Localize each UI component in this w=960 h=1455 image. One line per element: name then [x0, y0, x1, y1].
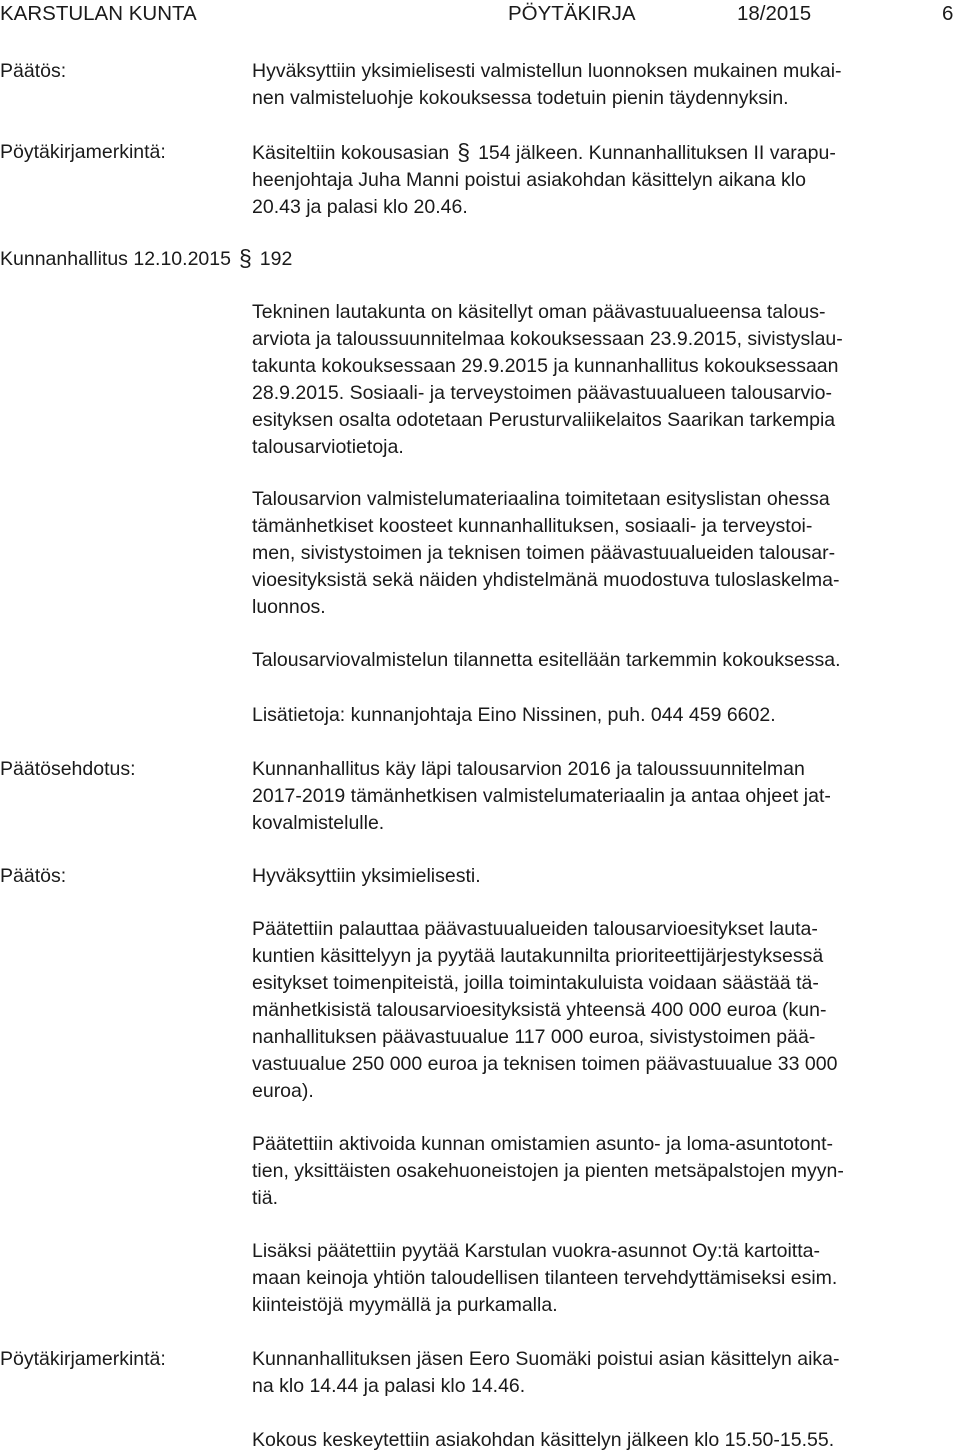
text-line: Hyväksyttiin yksimielisesti valmistellun luonnoksen mukainen mukai- [252, 60, 842, 82]
document-type: PÖYTÄKIRJA [508, 2, 636, 25]
text-line: tämänhetkiset koosteet kunnanhallituksen, sosiaali- ja terveystoi- [252, 515, 813, 537]
text-line: Lisäksi päätettiin pyytää Karstulan vuokra-asunnot Oy:tä kartoitta- [252, 1240, 820, 1262]
text-line: na klo 14.44 ja palasi klo 14.46. [252, 1375, 526, 1397]
paragraph [252, 1238, 958, 1319]
body-and-date: Kunnanhallitus 12.10.2015 [0, 248, 231, 270]
decision-label: Päätös: [0, 60, 67, 82]
text-line: esitykset toimenpiteistä, joilla toimintakuluista voidaan säästää tä- [252, 972, 819, 994]
text-fragment: 154 jälkeen. Kunnanhallituksen II varapu- [478, 142, 836, 164]
paragraph [252, 702, 958, 729]
text-line: luonnos. [252, 596, 326, 618]
proposal-text [252, 756, 958, 837]
text-line: heenjohtaja Juha Manni poistui asiakohdan käsittelyn aikana klo [252, 169, 806, 191]
text-line: nen valmisteluohje kokouksessa todetuin pienin täydennyksin. [252, 87, 789, 109]
text-line: Kunnanhallitus käy läpi talousarvion 2016 ja taloussuunnitelman [252, 758, 805, 780]
text-line: men, sivistystoimen ja teknisen toimen päävastuualueiden talousar- [252, 542, 836, 564]
text-line: arviota ja taloussuunnitelmaa kokouksessaan 23.9.2015, sivistyslau- [252, 328, 843, 350]
paragraph [252, 299, 958, 461]
text-line: nanhallituksen päävastuualue 117 000 euroa, sivistystoimen pää- [252, 1026, 816, 1048]
text-line: Hyväksyttiin yksimielisesti. [252, 865, 481, 887]
text-line: kovalmistelulle. [252, 812, 385, 834]
section-mark: § [238, 245, 252, 271]
text-line: Päätettiin aktivoida kunnan omistamien asunto- ja loma-asuntotont- [252, 1133, 833, 1155]
text-line: Päätettiin palauttaa päävastuualueiden talousarvioesitykset lauta- [252, 918, 818, 940]
section-mark: § [457, 139, 471, 165]
text-line: Talousarvion valmistelumateriaalina toimitetaan esityslistan ohessa [252, 488, 830, 510]
text-line: maan keinoja yhtiön taloudellisen tilanteen tervehdyttämiseksi esim. [252, 1267, 838, 1289]
text-line [252, 139, 958, 167]
text-line: kiinteistöjä myymällä ja purkamalla. [252, 1294, 558, 1316]
text-line: euroa). [252, 1080, 314, 1102]
text-line: vioesityksistä sekä näiden yhdistelmänä muodostuva tuloslaskelma- [252, 569, 840, 591]
text-line: 2017-2019 tämänhetkisen valmistelumateriaalin ja antaa ohjeet jat- [252, 785, 831, 807]
minutes-note-text [252, 1346, 958, 1400]
text-fragment: Käsiteltiin kokousasian [252, 142, 450, 164]
section-heading [0, 245, 292, 273]
text-line: tien, yksittäisten osakehuoneistojen ja pienten metsäpalstojen myyn- [252, 1160, 844, 1182]
text-line: Kunnanhallituksen jäsen Eero Suomäki poistui asian käsittelyn aika- [252, 1348, 840, 1370]
paragraph [252, 1131, 958, 1212]
text-line: 28.9.2015. Sosiaali- ja terveystoimen päävastuualueen talousarvio- [252, 382, 832, 404]
text-line: Tekninen lautakunta on käsitellyt oman päävastuualueensa talous- [252, 301, 826, 323]
text-line: talousarviotietoja. [252, 436, 404, 458]
text-line: Kokous keskeytettiin asiakohdan käsittelyn jälkeen klo 15.50-15.55. [252, 1429, 835, 1451]
organization-name: KARSTULAN KUNTA [0, 2, 197, 25]
text-line: mänhetkisistä talousarvioesityksistä yhteensä 400 000 euroa (kun- [252, 999, 827, 1021]
paragraph [252, 486, 958, 621]
text-line: Talousarviovalmistelun tilannetta esitellään tarkemmin kokouksessa. [252, 649, 841, 671]
minutes-note-label: Pöytäkirjamerkintä: [0, 141, 166, 163]
text-line: 20.43 ja palasi klo 20.46. [252, 196, 468, 218]
decision-label: Päätös: [0, 865, 67, 887]
text-line: Lisätietoja: kunnanjohtaja Eino Nissinen, puh. 044 459 6602. [252, 704, 776, 726]
text-line: esityksen osalta odotetaan Perusturvaliikelaitos Saarikan tarkempia [252, 409, 836, 431]
text-line: tiä. [252, 1187, 279, 1209]
minutes-note-text [252, 139, 958, 221]
page-number: 6 [942, 2, 954, 25]
closing-note [252, 1427, 958, 1454]
paragraph [252, 647, 958, 674]
minutes-note-label: Pöytäkirjamerkintä: [0, 1348, 166, 1370]
document-number: 18/2015 [737, 2, 812, 25]
decision-text [252, 58, 958, 112]
decision-text [252, 863, 958, 890]
proposal-label: Päätösehdotus: [0, 758, 136, 780]
paragraph [252, 916, 958, 1105]
text-line: vastuualue 250 000 euroa ja teknisen toimen päävastuualue 33 000 [252, 1053, 838, 1075]
text-line: kuntien käsittelyyn ja pyytää lautakunnilta prioriteettijärjestyksessä [252, 945, 824, 967]
section-number: 192 [259, 248, 293, 270]
text-line: takunta kokouksessaan 29.9.2015 ja kunnanhallitus kokouksessaan [252, 355, 839, 377]
